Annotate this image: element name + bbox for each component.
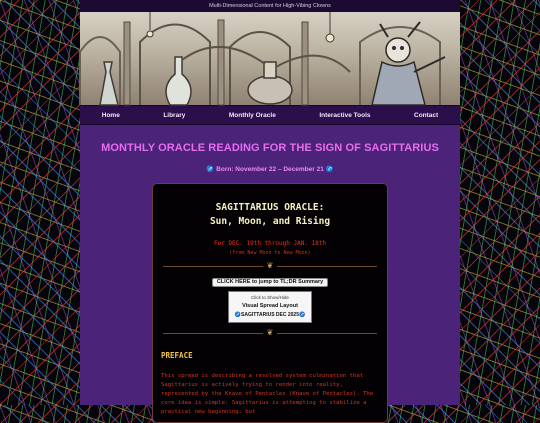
site-tagline: Multi-Dimensional Content for High-Vibing Clowns bbox=[80, 0, 460, 12]
ornamental-divider-2 bbox=[163, 329, 377, 337]
oracle-dates-sub: (from New Moon to New Moon) bbox=[229, 250, 311, 256]
nav-monthly-oracle[interactable]: Monthly Oracle bbox=[228, 111, 276, 119]
clown-laboratory-illustration-icon bbox=[80, 12, 460, 105]
spread-toggle-label: Visual Spread Layout bbox=[242, 303, 298, 309]
oracle-title-line2: Sun, Moon, and Rising bbox=[209, 216, 331, 227]
oracle-title bbox=[153, 201, 387, 229]
nav-library[interactable]: Library bbox=[163, 111, 186, 119]
nav-contact[interactable]: Contact bbox=[414, 111, 439, 119]
ornamental-divider bbox=[163, 262, 377, 270]
nav-interactive-tools[interactable]: Interactive Tools bbox=[319, 111, 371, 119]
flourish-icon: ❦ bbox=[266, 261, 274, 270]
spread-toggle-sublabel: ♐SAGITTARIUS DEC 2025♐ bbox=[234, 312, 306, 318]
tldr-jump-button[interactable]: CLICK HERE to jump to TL;DR Summary bbox=[212, 278, 328, 287]
oracle-title-line1: SAGITTARIUS ORACLE: bbox=[215, 202, 325, 213]
page-container bbox=[80, 0, 460, 415]
spread-toggle-hint: Click to Show/Hide bbox=[251, 295, 289, 300]
main-content bbox=[80, 125, 460, 173]
banner-image bbox=[80, 12, 460, 105]
oracle-dates: For DEC. 19th through JAN. 18th bbox=[214, 240, 326, 247]
oracle-card bbox=[152, 183, 388, 423]
page-title: MONTHLY ORACLE READING FOR THE SIGN OF SAGITTARIUS bbox=[101, 142, 439, 154]
preface-heading: PREFACE bbox=[161, 351, 193, 360]
birth-date-range: ♐ Born: November 22 – December 21 ♐ bbox=[206, 166, 334, 173]
preface-text: This spread is describing a resolved system culmination that Sagittarius is actively trying to render into reality, represented by the Knave of Pentacles (Knave of Pentacles). The core idea is simple: Sagittarius is attempting to stabilize a practical new beginning, but bbox=[161, 373, 374, 415]
spread-toggle-button[interactable] bbox=[228, 291, 312, 323]
nav-home[interactable]: Home bbox=[101, 111, 120, 119]
main-nav bbox=[80, 105, 460, 125]
flourish-icon: ❦ bbox=[266, 328, 274, 337]
